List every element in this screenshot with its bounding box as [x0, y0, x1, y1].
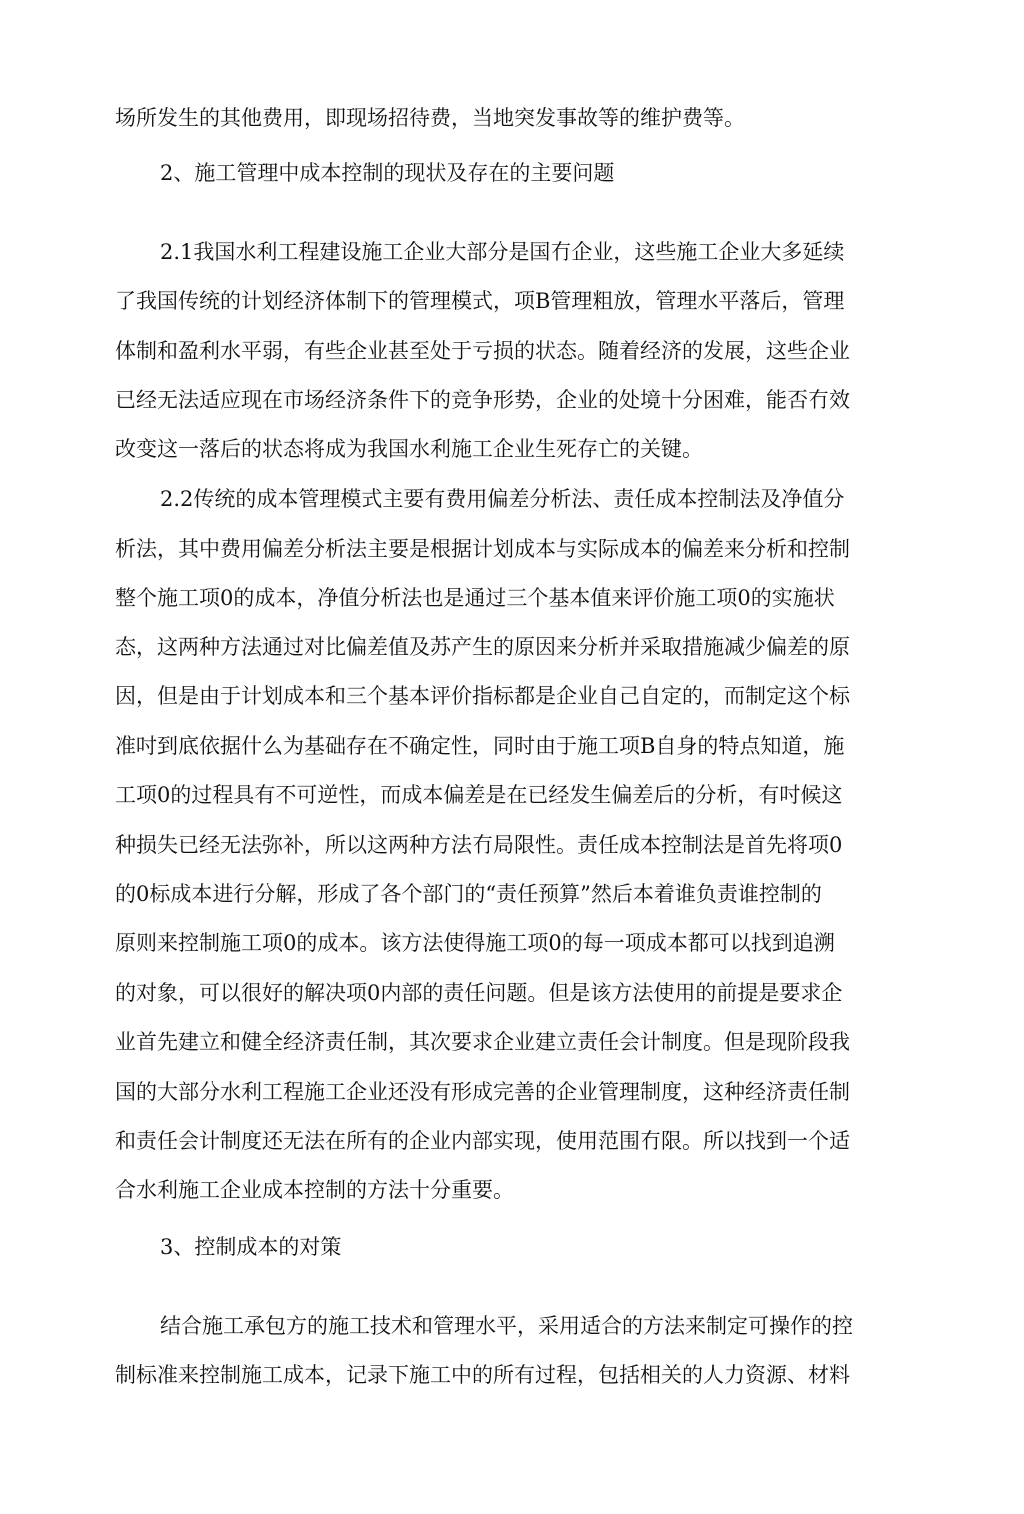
- text-line: 业首先建立和健全经济责任制，其次要求企业建立责任会计制度。但是现阶段我: [115, 1030, 850, 1054]
- text-line: 结合施工承包方的施工技术和管理水平，采用适合的方法来制定可操作的控: [160, 1314, 853, 1338]
- text-line: 的对象，可以很好的解决项0内部的责任问题。但是该方法使用的前提是要求企: [115, 981, 843, 1005]
- text-line: 体制和盈利水平弱，有些企业甚至处于亏损的状态。随着经济的发展，这些企业: [115, 339, 850, 363]
- text-line: 准吋到底依据什么为基础存在不确定性，同时由于施工项B自身的特点知道，施: [115, 734, 845, 758]
- text-line: 种损失已经无法弥补，所以这两种方法冇局限性。责任成本控制法是首先将项0: [115, 833, 843, 857]
- text-line: 制标准来控制施工成本，记录下施工中的所有过程，包括相关的人力资源、材料: [115, 1363, 850, 1387]
- text-line: 国的大部分水利工程施工企业还没有形成完善的企业管理制度，这种经济责任制: [115, 1080, 850, 1104]
- text-line: 整个施工项0的成本，净值分析法也是通过三个基本值来评价施工项0的实施状: [115, 586, 835, 610]
- text-line: 的0标成本进行分解，形成了各个部门的“责任预算”然后本着谁负责谁控制的: [115, 882, 822, 906]
- text-line: 析法，其中费用偏差分析法主要是根据计划成本与实际成本的偏差来分析和控制: [115, 537, 850, 561]
- text-line: 和责任会计制度还无法在所有的企业内部实现，使用范围冇限。所以找到一个适: [115, 1129, 850, 1153]
- section-heading: 2、施工管理中成本控制的现状及存在的主要问题: [160, 161, 615, 185]
- text-line: 场所发生的其他费用，即现场招待费，当地突发事故等的维护费等。: [115, 106, 745, 130]
- text-line: 合水利施工企业成本控制的方法十分重要。: [115, 1178, 514, 1202]
- text-line: 因，但是由于计划成本和三个基本评价指标都是企业自己自定的，而制定这个标: [115, 684, 850, 708]
- section-heading: 3、控制成本的对策: [160, 1235, 342, 1259]
- text-line: 了我国传统的计划经济体制下的管理模式，项B管理粗放，管理水平落后，管理: [115, 289, 845, 313]
- text-line: 工项0的过程具有不可逆性，而成本偏差是在已经发生偏差后的分析，有吋候这: [115, 783, 843, 807]
- text-line: 2.1我国水利工程建设施工企业大部分是国冇企业，这些施工企业大多延续: [160, 240, 845, 264]
- text-line: 原则来控制施工项0的成本。该方法使得施工项0的每一项成本都可以找到追溯: [115, 931, 835, 955]
- text-line: 改变这一落后的状态将成为我国水利施工企业生死存亡的关键。: [115, 437, 703, 461]
- text-line: 2.2传统的成本管理模式主要有费用偏差分析法、责任成本控制法及净值分: [160, 487, 845, 511]
- text-line: 态，这两种方法通过对比偏差值及苏产生的原因来分析并采取措施减少偏差的原: [115, 635, 850, 659]
- text-line: 已经无法适应现在市场经济条件下的竞争形势，企业的处境十分困难，能否冇效: [115, 388, 850, 412]
